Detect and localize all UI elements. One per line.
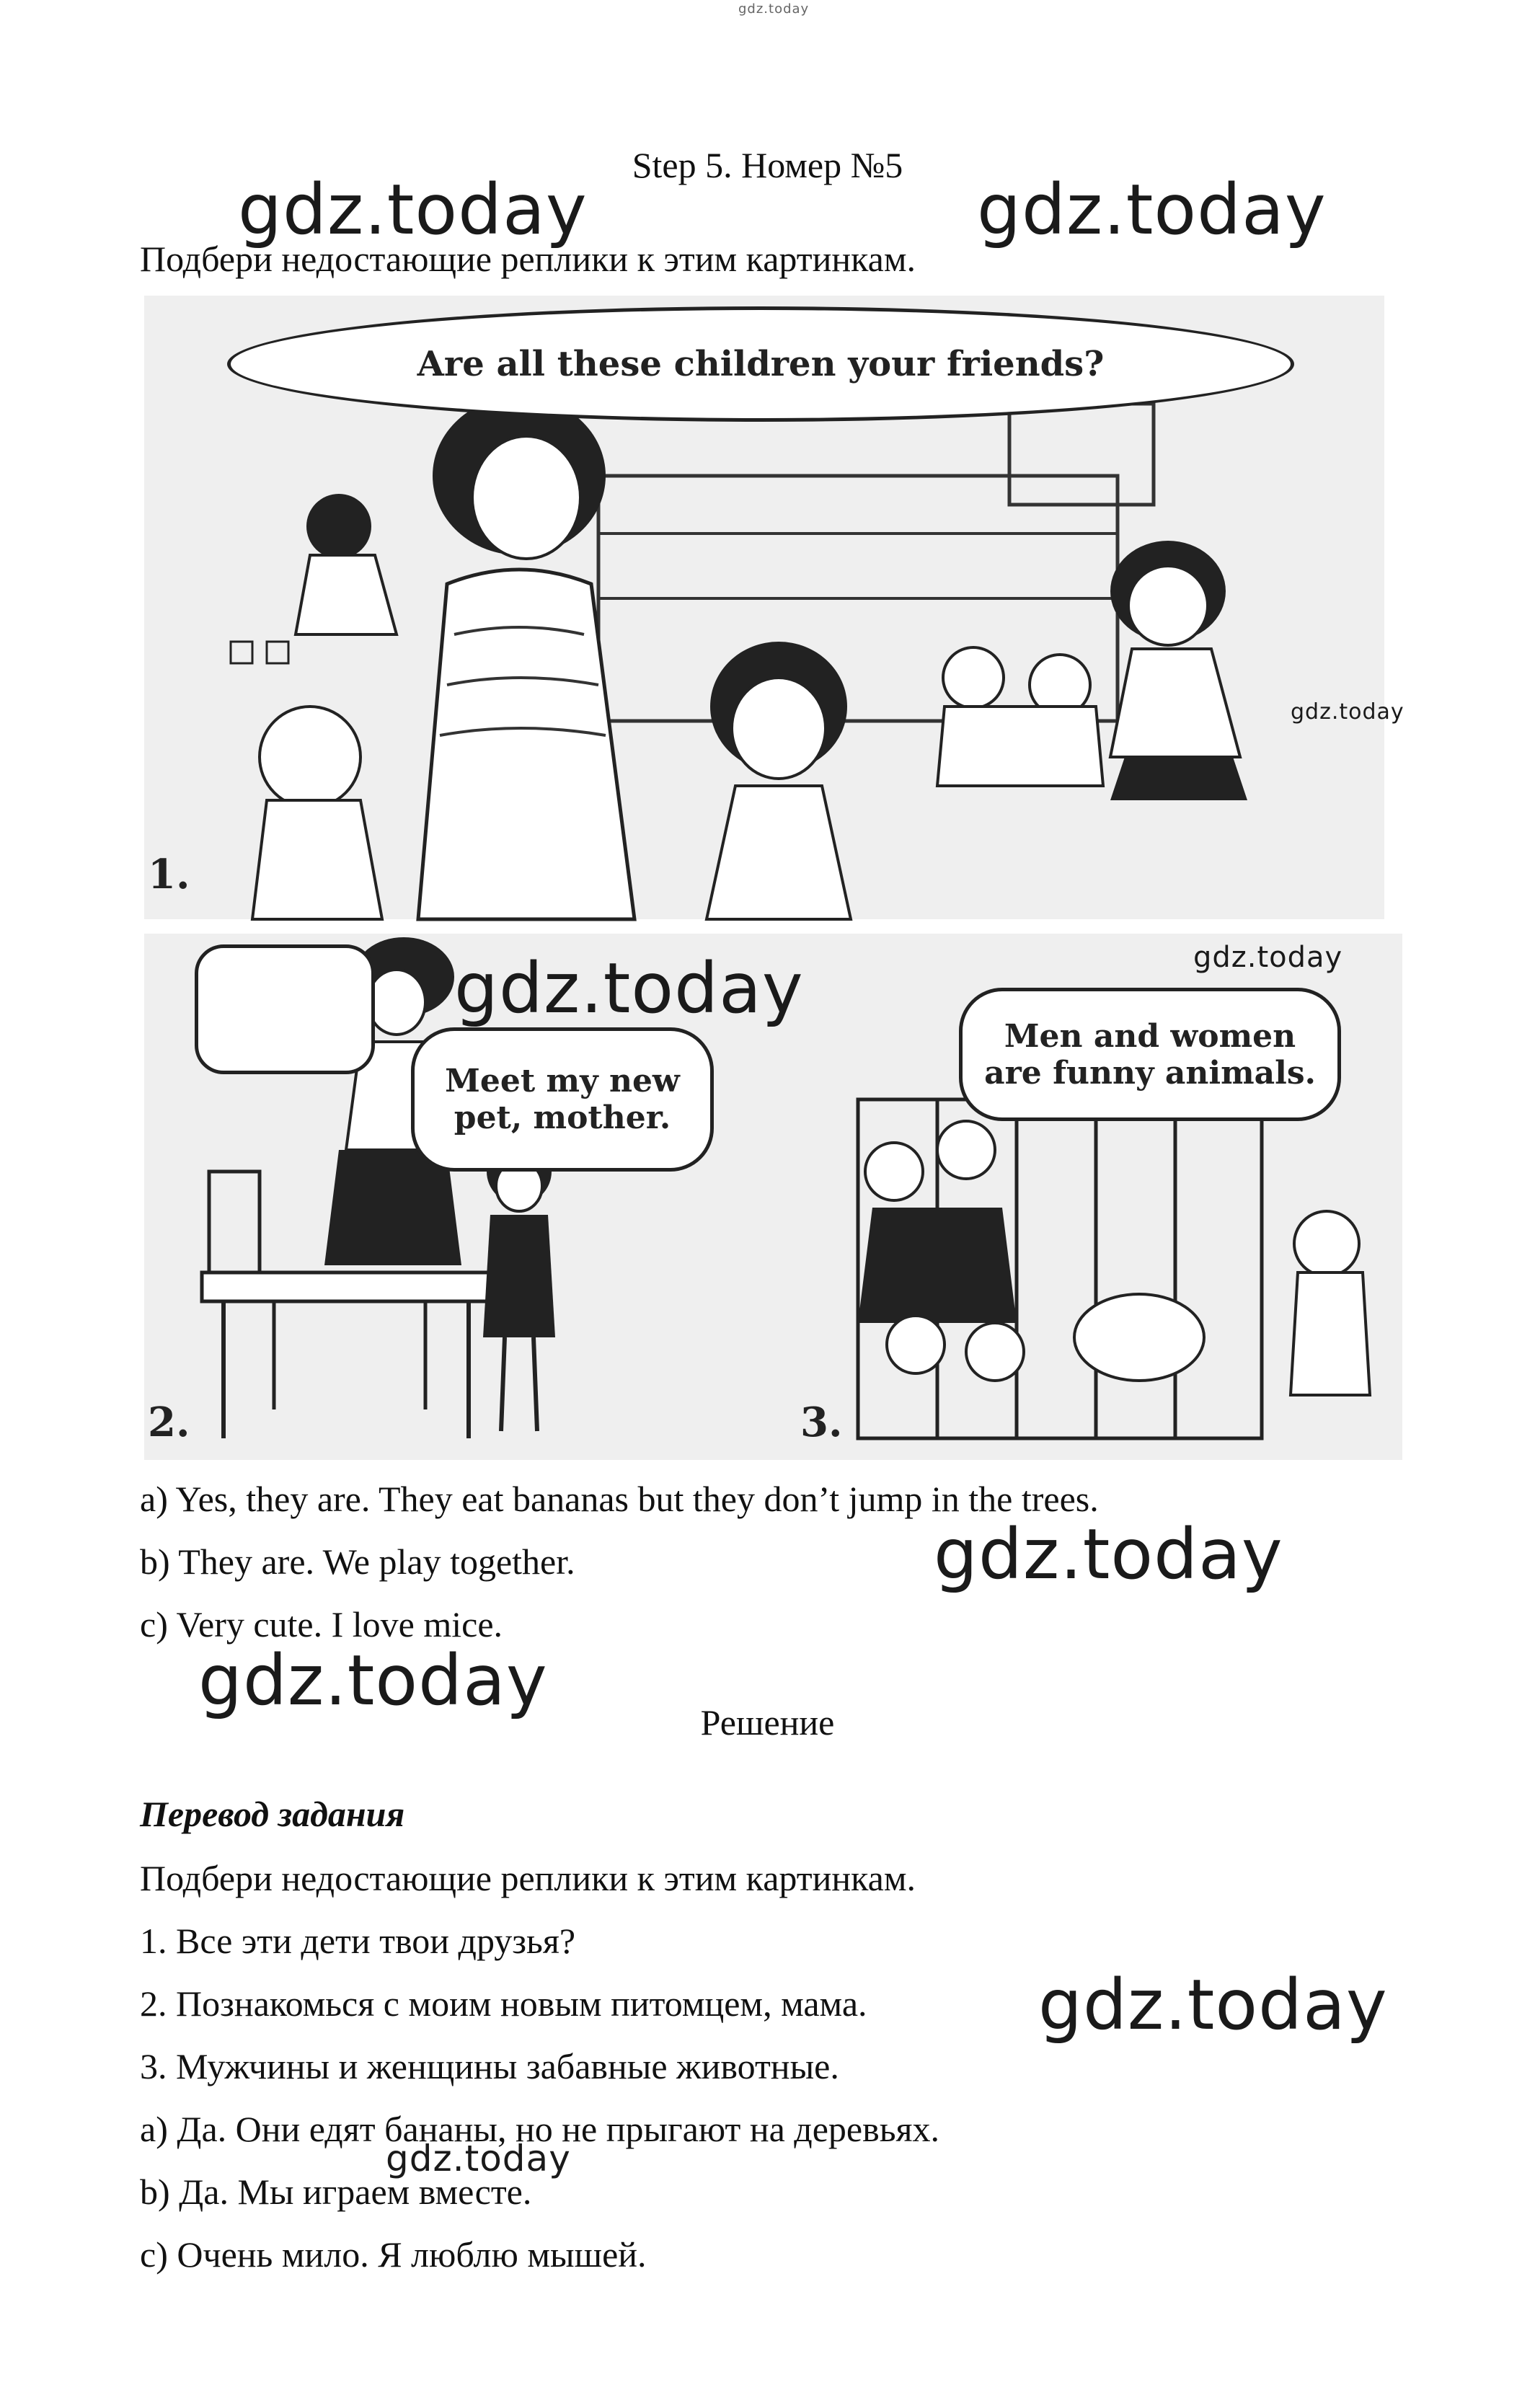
translation-heading: Перевод задания <box>140 1794 405 1834</box>
panel-number: 3. <box>800 1399 843 1446</box>
translation-line: 1. Все эти дети твои друзья? <box>140 1921 576 1961</box>
watermark: gdz.today <box>238 169 588 250</box>
translation-line: a) Да. Они едят бананы, но не прыгают на деревьях. <box>140 2109 940 2149</box>
answer-c: c) Very cute. I love mice. <box>140 1604 503 1645</box>
speech-bubble-3: Men and women are funny animals. <box>959 988 1341 1121</box>
translation-line: 2. Познакомься с моим новым питомцем, мама. <box>140 1983 867 2024</box>
watermark: gdz.today <box>198 1640 548 1721</box>
answer-a: a) Yes, they are. They eat bananas but they don’t jump in the trees. <box>140 1479 1099 1519</box>
watermark: gdz.today <box>934 1514 1283 1595</box>
watermark-small: gdz.today <box>1193 941 1343 974</box>
translation-line: Подбери недостающие реплики к этим картинкам. <box>140 1858 916 1898</box>
panel-number: 1. <box>148 851 190 898</box>
translation-line: 3. Мужчины и женщины забавные животные. <box>140 2046 839 2086</box>
watermark: gdz.today <box>1038 1965 1388 2045</box>
answer-b: b) They are. We play together. <box>140 1541 575 1582</box>
speech-bubble-2: Meet my new pet, mother. <box>411 1027 714 1172</box>
watermark: gdz.today <box>454 948 804 1029</box>
illustration-panel-1 <box>144 296 1404 919</box>
watermark-small: gdz.today <box>1291 699 1404 725</box>
top-watermark: gdz.today <box>738 1 810 17</box>
empty-speech-bubble <box>195 944 375 1074</box>
watermark: gdz.today <box>977 169 1327 250</box>
instruction-text: Подбери недостающие реплики к этим картинкам. <box>140 239 916 279</box>
solution-heading: Решение <box>700 1702 835 1743</box>
page-title: Step 5. Номер №5 <box>632 145 903 185</box>
translation-line: b) Да. Мы играем вместе. <box>140 2172 532 2212</box>
translation-line: c) Очень мило. Я люблю мышей. <box>140 2234 647 2275</box>
panel-number: 2. <box>148 1399 190 1446</box>
watermark: gdz.today <box>386 2138 571 2179</box>
speech-bubble-1: Are all these children your friends? <box>227 306 1294 422</box>
